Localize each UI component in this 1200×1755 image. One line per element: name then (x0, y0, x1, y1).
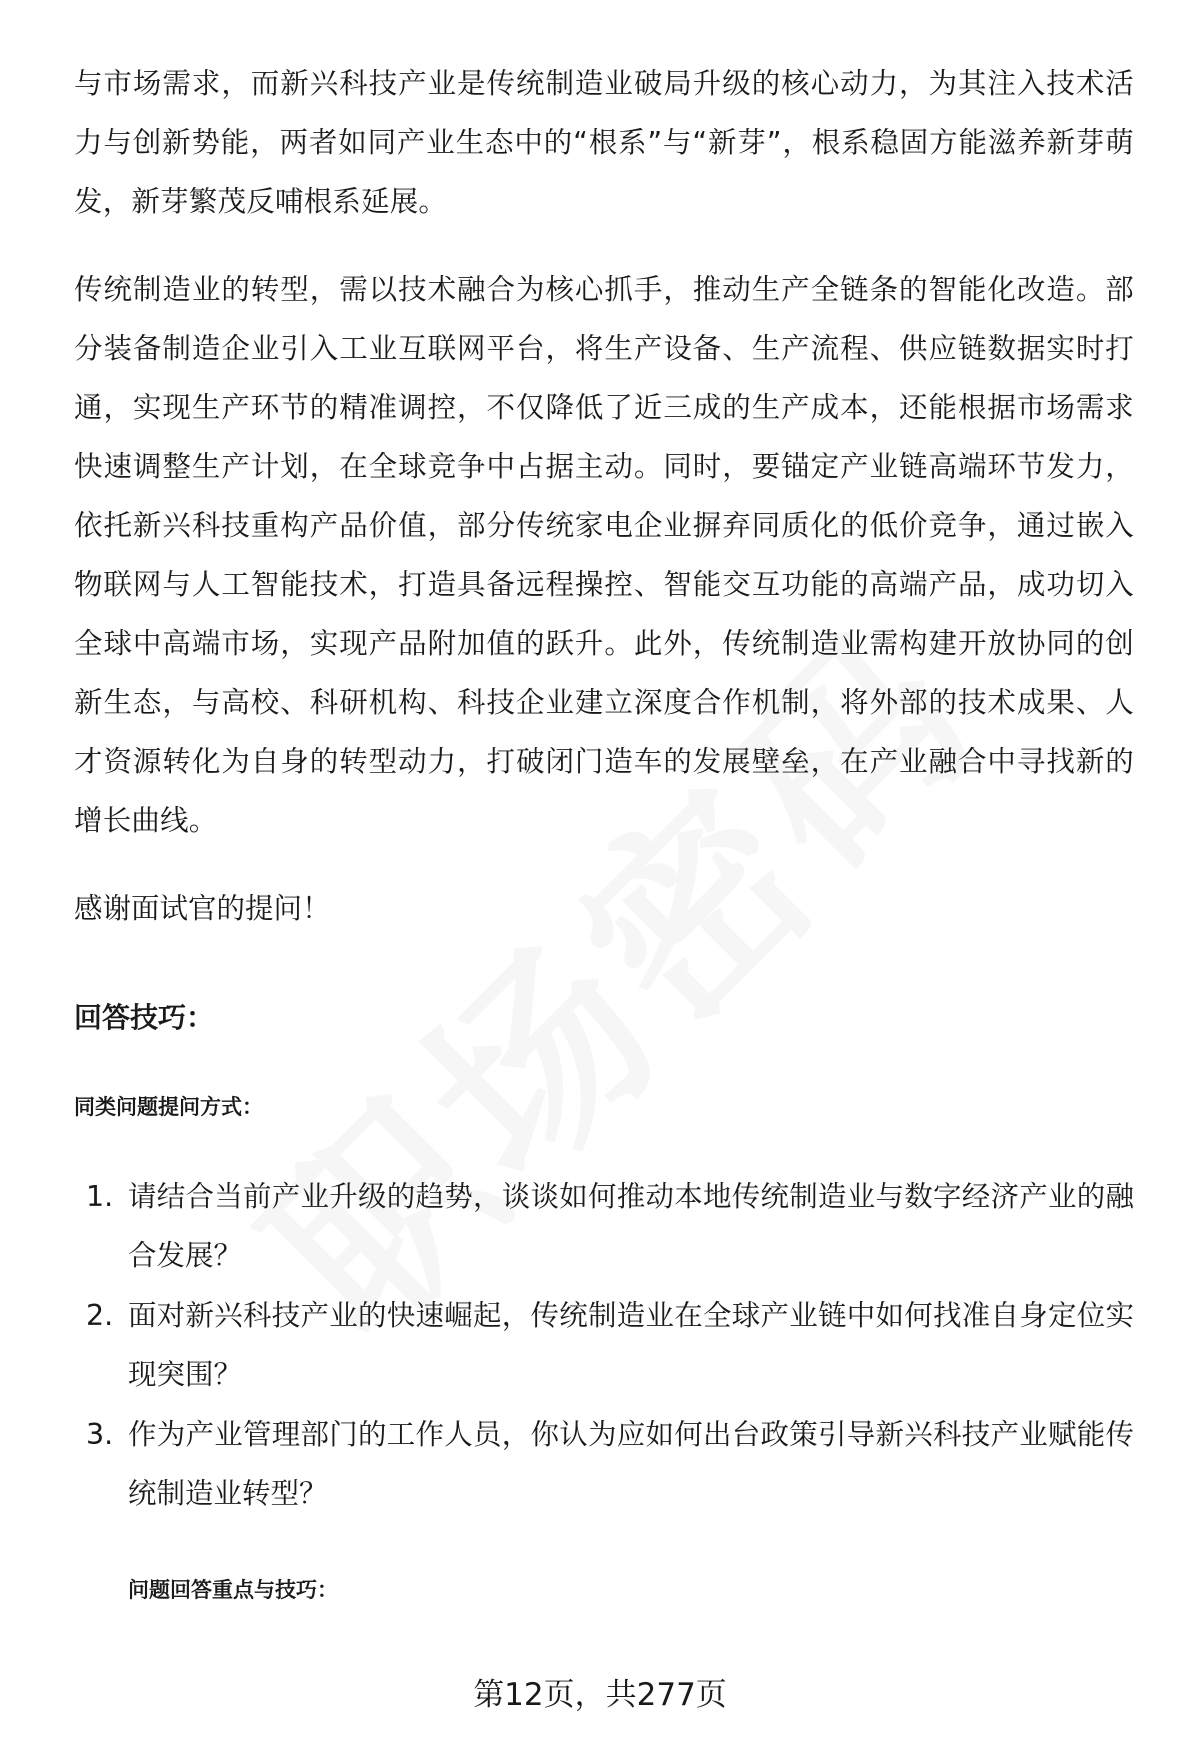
thanks-line: 感谢面试官的提问！ (74, 892, 331, 925)
paragraph-1: 与市场需求，而新兴科技产业是传统制造业破局升级的核心动力，为其注入技术活力与创新势能，两者如同产业生态中的“根系”与“新芽”，根系稳固方能滋养新芽萌发，新芽繁茂反哺根系延展。 (74, 67, 1134, 218)
heading-key-points: 问题回答重点与技巧： (128, 1578, 338, 1602)
list-item-text: 面对新兴科技产业的快速崛起，传统制造业在全球产业链中如何找准自身定位实现突围？ (128, 1299, 1134, 1391)
page-footer: 第12页，共277页 (473, 1677, 727, 1713)
list-item-text: 请结合当前产业升级的趋势，谈谈如何推动本地传统制造业与数字经济产业的融合发展？ (128, 1180, 1134, 1272)
list-item-number: 2. (86, 1299, 114, 1332)
list-item (74, 1287, 1134, 1404)
list-item-text: 作为产业管理部门的工作人员，你认为应如何出台政策引导新兴科技产业赋能传统制造业转型？ (128, 1418, 1134, 1510)
heading-answer-tips: 回答技巧： (74, 1001, 215, 1034)
list-item (74, 1406, 1134, 1523)
similar-questions-list (74, 1168, 1134, 1523)
heading-similar-questions: 同类问题提问方式： (74, 1095, 263, 1119)
paragraph-2: 传统制造业的转型，需以技术融合为核心抓手，推动生产全链条的智能化改造。部分装备制造企业引入工业互联网平台，将生产设备、生产流程、供应链数据实时打通，实现生产环节的精准调控，不仅降低了近三成的生产成本，还能根据市场需求快速调整生产计划，在全球竞争中占据主动。同时，要锚定产业链高端环节发力，依托新兴科技重构产品价值，部分传统家电企业摒弃同质化的低价竞争，通过嵌入物联网与人工智能技术，打造具备远程操控、智能交互功能的高端产品，成功切入全球中高端市场，实现产品附加值的跃升。此外，传统制造业需构建开放协同的创新生态，与高校、科研机构、科技企业建立深度合作机制，将外部的技术成果、人才资源转化为自身的转型动力，打破闭门造车的发展壁垒，在产业融合中寻找新的增长曲线。 (74, 273, 1134, 837)
document-body (74, 54, 1134, 1651)
list-item-number: 3. (86, 1418, 114, 1451)
list-item (74, 1168, 1134, 1285)
list-item-number: 1. (86, 1180, 114, 1213)
